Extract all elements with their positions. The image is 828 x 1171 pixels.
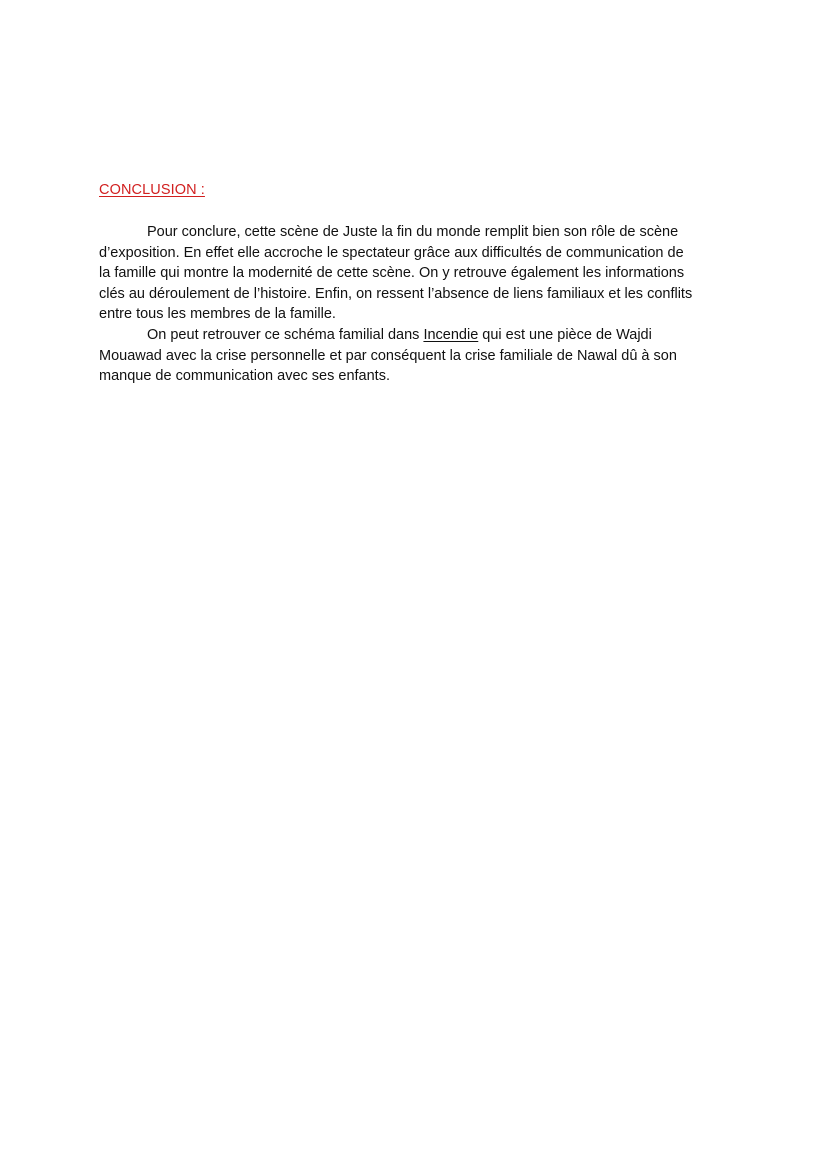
- paragraph-text: On peut retrouver ce schéma familial dans: [147, 326, 424, 343]
- paragraph-conclusion: [99, 222, 739, 325]
- paragraph-text: qui est une pièce de Wajdi: [478, 326, 652, 343]
- work-title-incendie: Incendie: [423, 326, 479, 343]
- paragraph-line: clés au déroulement de l’histoire. Enfin, on ressent l’absence de liens familiaux et les conflits: [99, 285, 693, 302]
- paragraph-line: d’exposition. En effet elle accroche le spectateur grâce aux difficultés de communication de: [99, 244, 684, 261]
- paragraph-line: manque de communication avec ses enfants.: [99, 368, 390, 385]
- paragraph-line: Mouawad avec la crise personnelle et par conséquent la crise familiale de Nawal dû à son: [99, 347, 677, 364]
- paragraph-line: [99, 325, 739, 346]
- paragraph-line: la famille qui montre la modernité de cette scène. On y retrouve également les informations: [99, 265, 685, 282]
- document-content: [99, 180, 739, 387]
- paragraph-line: Pour conclure, cette scène de Juste la fin du monde remplit bien son rôle de scène: [147, 224, 679, 240]
- paragraph-opening: [99, 325, 739, 387]
- section-heading: CONCLUSION :: [99, 182, 205, 198]
- paragraph-line: entre tous les membres de la famille.: [99, 306, 336, 323]
